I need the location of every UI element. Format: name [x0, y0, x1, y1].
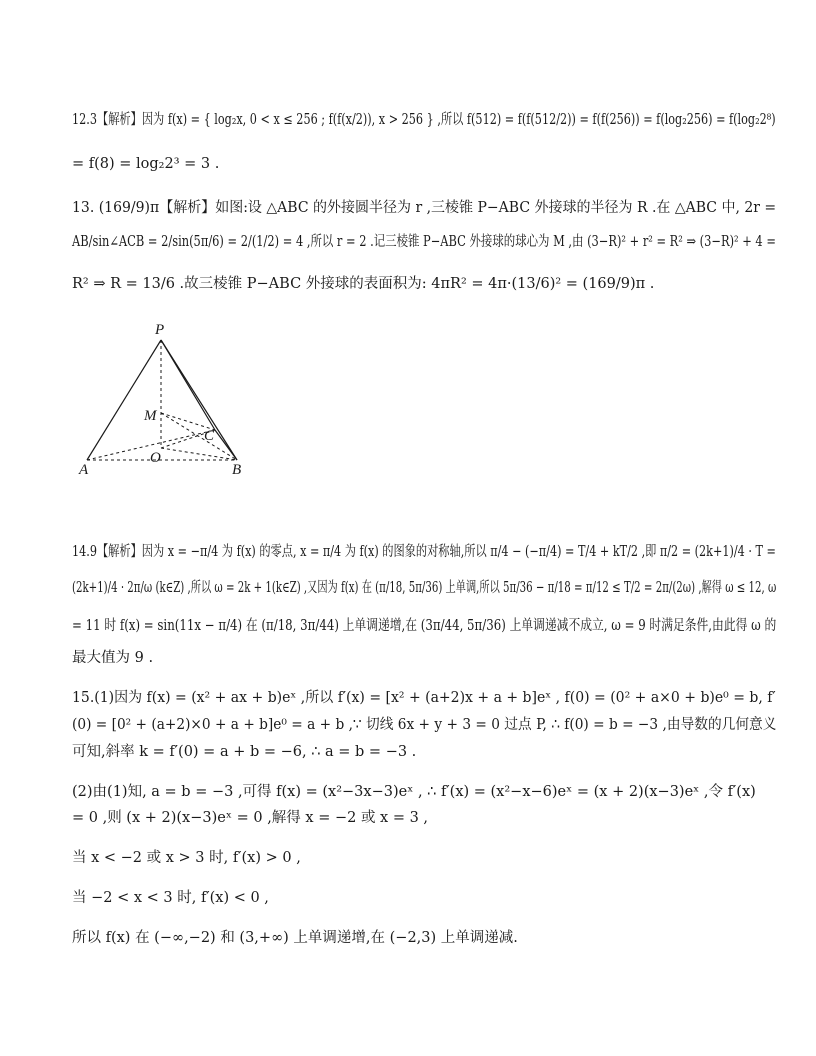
pyramid-figure [70, 318, 270, 478]
segment-mb [161, 413, 237, 460]
label-o: O [150, 450, 161, 466]
label-a: A [79, 462, 89, 478]
problem14-line1: 14.9【解析】因为 x = −π/4 为 f(x) 的零点, x = π/4 为 f(x) 的图象的对称轴,所以 π/4 − (−π/4) = T/4 + kT/2 ,即 π/2 = (2k+1)/4 · T = [72, 544, 776, 560]
problem15-line1: 15.(1)因为 f(x) = (x² + ax + b)eˣ ,所以 f′(x) = [x² + (a+2)x + a + b]eˣ , f(0) = (0² + a×0 + b)e⁰ = b, f′ [72, 690, 776, 706]
problem13-line3: R² ⇒ R = 13/6 .故三棱锥 P−ABC 外接球的表面积为: 4πR² = 4π·(13/6)² = (169/9)π . [72, 276, 655, 292]
problem14-line4: 最大值为 9 . [72, 650, 154, 666]
edge-cb [215, 430, 237, 460]
problem15-line8: 所以 f(x) 在 (−∞,−2) 和 (3,+∞) 上单调递增,在 (−2,3) 上单调递减. [72, 930, 518, 946]
problem15-line6: 当 x < −2 或 x > 3 时, f′(x) > 0 , [72, 850, 301, 866]
problem15-line4: (2)由(1)知, a = b = −3 ,可得 f(x) = (x²−3x−3)eˣ , ∴ f′(x) = (x²−x−6)eˣ = (x + 2)(x−3)eˣ ,令 f′(x) [72, 784, 756, 800]
problem15-line3: 可知,斜率 k = f′(0) = a + b = −6, ∴ a = b = −3 . [72, 744, 417, 760]
edge-pc [161, 340, 215, 430]
problem14-line2: (2k+1)/4 · 2π/ω (k∈Z) ,所以 ω = 2k + 1(k∈Z) ,又因为 f(x) 在 (π/18, 5π/36) 上单调,所以 5π/36 − π/18 = π/12 ≤ T/2 = 2π/(2ω) ,解得 ω ≤ 12, ω [72, 580, 777, 596]
problem15-line5: = 0 ,则 (x + 2)(x−3)eˣ = 0 ,解得 x = −2 或 x = 3 , [72, 810, 429, 826]
problem15-line2: (0) = [0² + (a+2)×0 + a + b]e⁰ = a + b ,∵ 切线 6x + y + 3 = 0 过点 P, ∴ f(0) = b = −3 ,由导数的几何意义 [72, 717, 777, 733]
problem13-line2: AB/sin∠ACB = 2/sin(5π/6) = 2/(1/2) = 4 ,所以 r = 2 .记三棱锥 P−ABC 外接球的球心为 M ,由 (3−R)² + r² = R² ⇒ (3−R)² + 4 = [72, 234, 776, 250]
problem12-line1: 12.3【解析】因为 f(x) = { log₂x, 0 < x ≤ 256 ; f(f(x/2)), x > 256 } ,所以 f(512) = f(f(512/2)) = f(f(256)) = f(log₂256) = f(log₂2⁸) [72, 112, 776, 128]
problem14-line3: = 11 时 f(x) = sin(11x − π/4) 在 (π/18, 3π/44) 上单调递增,在 (3π/44, 5π/36) 上单调递减不成立, ω = 9 时满足条件,由此得 ω 的 [72, 618, 777, 634]
label-m: M [144, 408, 157, 424]
label-p: P [155, 322, 165, 338]
edge-pa [87, 340, 161, 460]
problem13-line1: 13. (169/9)π【解析】如图:设 △ABC 的外接圆半径为 r ,三棱锥 P−ABC 外接球的半径为 R .在 △ABC 中, 2r = [72, 200, 777, 216]
problem15-line7: 当 −2 < x < 3 时, f′(x) < 0 , [72, 890, 269, 906]
label-b: B [232, 462, 242, 478]
segment-ob [161, 448, 237, 460]
problem12-line2: = f(8) = log₂2³ = 3 . [72, 156, 220, 172]
label-c: C [204, 428, 215, 444]
